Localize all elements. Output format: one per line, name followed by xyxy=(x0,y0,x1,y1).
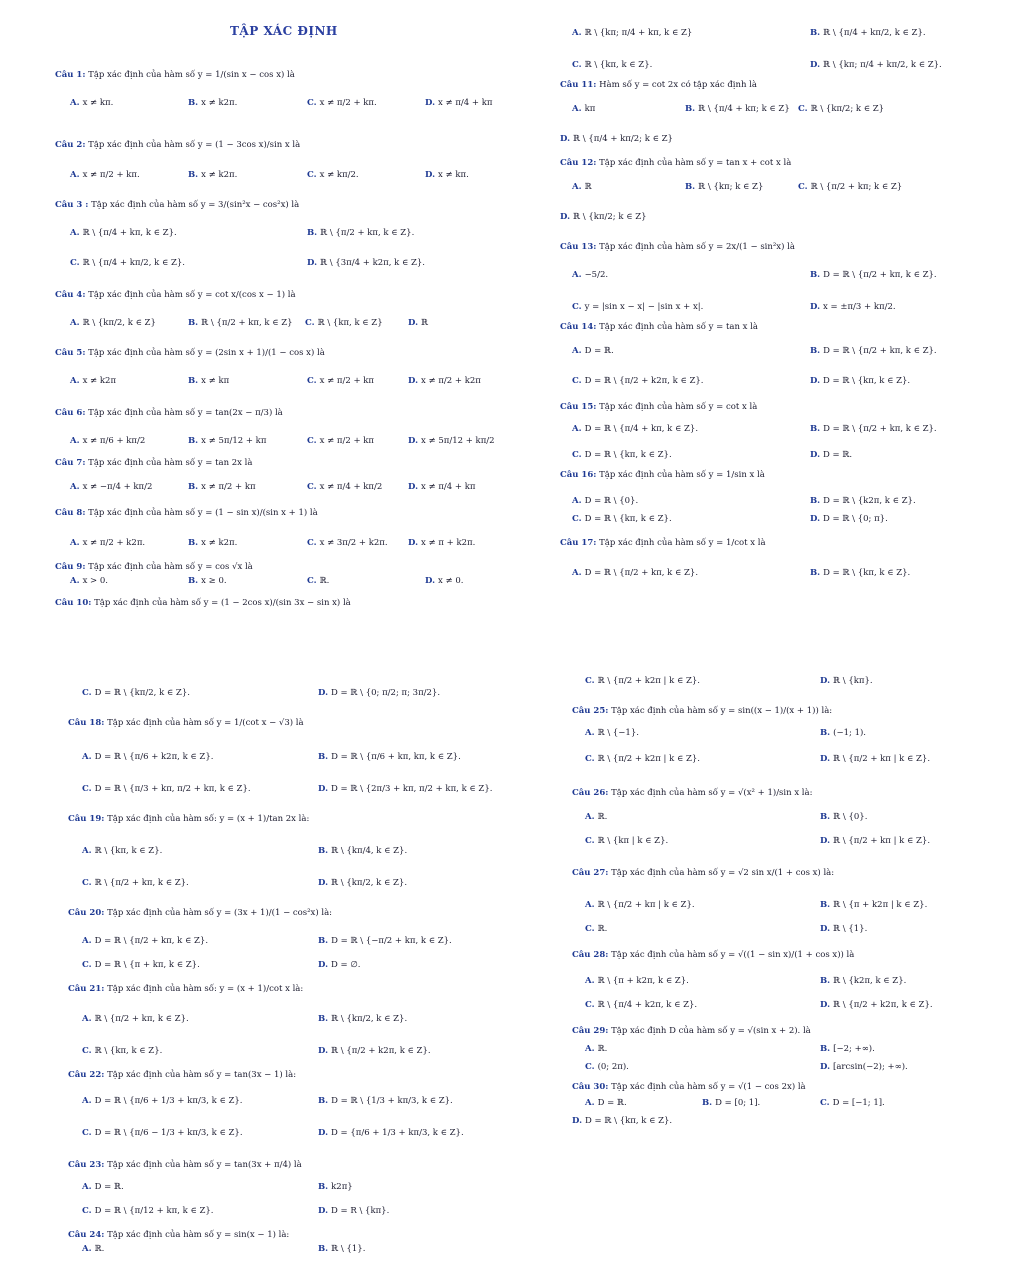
question-27: Câu 27: Tập xác định của hàm số y = √2 sin x/(1 + cos x) là: xyxy=(572,868,835,878)
q20-option-a: A. D = ℝ \ {π/2 + kπ, k ∈ Z}. xyxy=(82,936,209,946)
q11-option-c: C. ℝ \ {kπ/2; k ∈ Z} xyxy=(798,104,885,114)
q8-option-a: A. x ≠ π/2 + k2π. xyxy=(70,538,146,548)
question-4: Câu 4: Tập xác định của hàm số y = cot x/(cos x − 1) là xyxy=(55,290,296,300)
q26-option-c: C. ℝ \ {kπ | k ∈ Z}. xyxy=(585,836,669,846)
q13-option-b: B. D = ℝ \ {π/2 + kπ, k ∈ Z}. xyxy=(810,270,937,280)
q25-option-d: D. ℝ \ {π/2 + kπ | k ∈ Z}. xyxy=(820,754,931,764)
q30-option-d: D. D = ℝ \ {kπ, k ∈ Z}. xyxy=(572,1116,673,1126)
question-7: Câu 7: Tập xác định của hàm số y = tan 2x là xyxy=(55,458,253,468)
q5-option-b: B. x ≠ kπ xyxy=(188,376,230,386)
q19-option-c: C. ℝ \ {π/2 + kπ, k ∈ Z}. xyxy=(82,878,189,888)
question-30: Câu 30: Tập xác định của hàm số y = √(1 − cos 2x) là xyxy=(572,1082,806,1092)
q12-option-b: B. ℝ \ {kπ; k ∈ Z} xyxy=(685,182,764,192)
q9-option-d: D. x ≠ 0. xyxy=(425,576,464,586)
q15-option-d: D. D = ℝ. xyxy=(810,450,853,460)
q21-option-c: C. ℝ \ {kπ, k ∈ Z}. xyxy=(82,1046,163,1056)
q10-option-b: B. ℝ \ {π/4 + kπ/2, k ∈ Z}. xyxy=(810,28,926,38)
q23-option-b: B. k2π} xyxy=(318,1182,353,1192)
q9-option-c: C. ℝ. xyxy=(307,576,330,586)
q12-option-d: D. ℝ \ {kπ/2; k ∈ Z} xyxy=(560,212,647,222)
q22-option-b: B. D = ℝ \ {1/3 + kπ/3, k ∈ Z}. xyxy=(318,1096,453,1106)
page-title: TẬP XÁC ĐỊNH xyxy=(230,24,338,38)
q2-option-b: B. x ≠ k2π. xyxy=(188,170,238,180)
question-8: Câu 8: Tập xác định của hàm số y = (1 − sin x)/(sin x + 1) là xyxy=(55,508,318,518)
q14-option-d: D. D = ℝ \ {kπ, k ∈ Z}. xyxy=(810,376,911,386)
q17-option-a: A. D = ℝ \ {π/2 + kπ, k ∈ Z}. xyxy=(572,568,699,578)
q27-option-d: D. ℝ \ {1}. xyxy=(820,924,868,934)
q25-option-c: C. ℝ \ {π/2 + k2π | k ∈ Z}. xyxy=(585,754,700,764)
q26-option-a: A. ℝ. xyxy=(585,812,608,822)
q16-option-a: A. D = ℝ \ {0}. xyxy=(572,496,639,506)
q11-option-b: B. ℝ \ {π/4 + kπ; k ∈ Z} xyxy=(685,104,790,114)
q13-option-c: C. y = |sin x − x| − |sin x + x|. xyxy=(572,302,704,312)
q17-option-d: D. D = ℝ \ {0; π/2; π; 3π/2}. xyxy=(318,688,441,698)
q15-option-b: B. D = ℝ \ {π/2 + kπ, k ∈ Z}. xyxy=(810,424,937,434)
q14-option-a: A. D = ℝ. xyxy=(572,346,614,356)
q6-option-d: D. x ≠ 5π/12 + kπ/2 xyxy=(408,436,495,446)
q11-option-a: A. kπ xyxy=(572,104,596,114)
q24-option-c: C. ℝ \ {π/2 + k2π | k ∈ Z}. xyxy=(585,676,700,686)
q6-option-a: A. x ≠ π/6 + kπ/2 xyxy=(70,436,146,446)
q24-option-b: B. ℝ \ {1}. xyxy=(318,1244,366,1254)
q7-option-b: B. x ≠ π/2 + kπ xyxy=(188,482,256,492)
question-29: Câu 29: Tập xác định D của hàm số y = √(sin x + 2). là xyxy=(572,1026,811,1036)
q30-option-a: A. D = ℝ. xyxy=(585,1098,627,1108)
q20-option-b: B. D = ℝ \ {−π/2 + kπ, k ∈ Z}. xyxy=(318,936,452,946)
q17-option-b: B. D = ℝ \ {kπ, k ∈ Z}. xyxy=(810,568,911,578)
q29-option-a: A. ℝ. xyxy=(585,1044,608,1054)
q27-option-a: A. ℝ \ {π/2 + kπ | k ∈ Z}. xyxy=(585,900,695,910)
question-14: Câu 14: Tập xác định của hàm số y = tan x là xyxy=(560,322,758,332)
q5-option-d: D. x ≠ π/2 + k2π xyxy=(408,376,481,386)
question-24: Câu 24: Tập xác định của hàm số y = sin(x − 1) là: xyxy=(68,1230,290,1240)
q27-option-c: C. ℝ. xyxy=(585,924,608,934)
question-9: Câu 9: Tập xác định của hàm số y = cos √x là xyxy=(55,562,253,572)
q3-option-c: C. ℝ \ {π/4 + kπ/2, k ∈ Z}. xyxy=(70,258,185,268)
question-5: Câu 5: Tập xác định của hàm số y = (2sin x + 1)/(1 − cos x) là xyxy=(55,348,325,358)
question-18: Câu 18: Tập xác định của hàm số y = 1/(cot x − √3) là xyxy=(68,718,304,728)
q28-option-c: C. ℝ \ {π/4 + k2π, k ∈ Z}. xyxy=(585,1000,698,1010)
q23-option-a: A. D = ℝ. xyxy=(82,1182,124,1192)
q16-option-b: B. D = ℝ \ {k2π, k ∈ Z}. xyxy=(810,496,916,506)
q25-option-b: B. (−1; 1). xyxy=(820,728,866,738)
q8-option-d: D. x ≠ π + k2π. xyxy=(408,538,476,548)
question-26: Câu 26: Tập xác định của hàm số y = √(x² + 1)/sin x là: xyxy=(572,788,813,798)
q28-option-d: D. ℝ \ {π/2 + k2π, k ∈ Z}. xyxy=(820,1000,933,1010)
q1-option-b: B. x ≠ k2π. xyxy=(188,98,238,108)
q8-option-b: B. x ≠ k2π. xyxy=(188,538,238,548)
q13-option-d: D. x = ±π/3 + kπ/2. xyxy=(810,302,896,312)
q24-option-d: D. ℝ \ {kπ}. xyxy=(820,676,873,686)
question-10: Câu 10: Tập xác định của hàm số y = (1 − 2cos x)/(sin 3x − sin x) là xyxy=(55,598,351,608)
q18-option-c: C. D = ℝ \ {π/3 + kπ, π/2 + kπ, k ∈ Z}. xyxy=(82,784,251,794)
q9-option-b: B. x ≥ 0. xyxy=(188,576,227,586)
q19-option-d: D. ℝ \ {kπ/2, k ∈ Z}. xyxy=(318,878,408,888)
q20-option-d: D. D = ∅. xyxy=(318,960,361,970)
q5-option-a: A. x ≠ k2π xyxy=(70,376,117,386)
q22-option-c: C. D = ℝ \ {π/6 − 1/3 + kπ/3, k ∈ Z}. xyxy=(82,1128,243,1138)
q21-option-b: B. ℝ \ {kπ/2, k ∈ Z}. xyxy=(318,1014,408,1024)
question-23: Câu 23: Tập xác định của hàm số y = tan(3x + π/4) là xyxy=(68,1160,302,1170)
question-6: Câu 6: Tập xác định của hàm số y = tan(2x − π/3) là xyxy=(55,408,283,418)
q29-option-c: C. (0; 2π). xyxy=(585,1062,629,1072)
question-19: Câu 19: Tập xác định của hàm số: y = (x + 1)/tan 2x là: xyxy=(68,814,310,824)
q7-option-a: A. x ≠ −π/4 + kπ/2 xyxy=(70,482,153,492)
q23-option-d: D. D = R \ {kπ}. xyxy=(318,1206,390,1216)
q18-option-a: A. D = ℝ \ {π/6 + k2π, k ∈ Z}. xyxy=(82,752,214,762)
q9-option-a: A. x > 0. xyxy=(70,576,108,586)
q28-option-a: A. ℝ \ {π + k2π, k ∈ Z}. xyxy=(585,976,689,986)
q7-option-d: D. x ≠ π/4 + kπ xyxy=(408,482,476,492)
question-11: Câu 11: Hàm số y = cot 2x có tập xác định là xyxy=(560,80,757,90)
q11-option-d: D. ℝ \ {π/4 + kπ/2; k ∈ Z} xyxy=(560,134,673,144)
question-2: Câu 2: Tập xác định của hàm số y = (1 − 3cos x)/sin x là xyxy=(55,140,301,150)
q24-option-a: A. ℝ. xyxy=(82,1244,105,1254)
q10-option-a: A. ℝ \ {kπ; π/4 + kπ, k ∈ Z} xyxy=(572,28,693,38)
question-1: Câu 1: Tập xác định của hàm số y = 1/(sin x − cos x) là xyxy=(55,70,295,80)
question-25: Câu 25: Tập xác định của hàm số y = sin((x − 1)/(x + 1)) là: xyxy=(572,706,833,716)
q1-option-a: A. x ≠ kπ. xyxy=(70,98,114,108)
q18-option-b: B. D = ℝ \ {π/6 + kπ, kπ, k ∈ Z}. xyxy=(318,752,461,762)
q22-option-d: D. D = {π/6 + 1/3 + kπ/3, k ∈ Z}. xyxy=(318,1128,464,1138)
q15-option-a: A. D = ℝ \ {π/4 + kπ, k ∈ Z}. xyxy=(572,424,699,434)
q15-option-c: C. D = ℝ \ {kπ, k ∈ Z}. xyxy=(572,450,672,460)
q26-option-d: D. ℝ \ {π/2 + kπ | k ∈ Z}. xyxy=(820,836,931,846)
q10-option-d: D. ℝ \ {kπ; π/4 + kπ/2, k ∈ Z}. xyxy=(810,60,942,70)
q30-option-b: B. D = [0; 1]. xyxy=(702,1098,761,1108)
q25-option-a: A. ℝ \ {−1}. xyxy=(585,728,639,738)
q6-option-b: B. x ≠ 5π/12 + kπ xyxy=(188,436,267,446)
q26-option-b: B. ℝ \ {0}. xyxy=(820,812,868,822)
q17-option-c: C. D = ℝ \ {kπ/2, k ∈ Z}. xyxy=(82,688,190,698)
question-20: Câu 20: Tập xác định của hàm số y = (3x + 1)/(1 − cos²x) là: xyxy=(68,908,332,918)
question-21: Câu 21: Tập xác định của hàm số: y = (x + 1)/cot x là: xyxy=(68,984,304,994)
q4-option-a: A. ℝ \ {kπ/2, k ∈ Z} xyxy=(70,318,156,328)
q16-option-d: D. D = ℝ \ {0; π}. xyxy=(810,514,888,524)
question-12: Câu 12: Tập xác định của hàm số y = tan x + cot x là xyxy=(560,158,792,168)
q1-option-d: D. x ≠ π/4 + kπ xyxy=(425,98,493,108)
question-16: Câu 16: Tập xác định của hàm số y = 1/sin x là xyxy=(560,470,765,480)
q29-option-d: D. [arcsin(−2); +∞). xyxy=(820,1062,908,1072)
q2-option-d: D. x ≠ kπ. xyxy=(425,170,469,180)
question-15: Câu 15: Tập xác định của hàm số y = cot x là xyxy=(560,402,758,412)
q1-option-c: C. x ≠ π/2 + kπ. xyxy=(307,98,377,108)
q2-option-c: C. x ≠ kπ/2. xyxy=(307,170,359,180)
q3-option-a: A. ℝ \ {π/4 + kπ, k ∈ Z}. xyxy=(70,228,177,238)
q4-option-c: C. ℝ \ {kπ, k ∈ Z} xyxy=(305,318,383,328)
q29-option-b: B. [−2; +∞). xyxy=(820,1044,875,1054)
q8-option-c: C. x ≠ 3π/2 + k2π. xyxy=(307,538,388,548)
question-28: Câu 28: Tập xác định của hàm số y = √((1 − sin x)/(1 + cos x)) là xyxy=(572,950,855,960)
question-22: Câu 22: Tập xác định của hàm số y = tan(3x − 1) là: xyxy=(68,1070,297,1080)
q14-option-b: B. D = ℝ \ {π/2 + kπ, k ∈ Z}. xyxy=(810,346,937,356)
q12-option-c: C. ℝ \ {π/2 + kπ; k ∈ Z} xyxy=(798,182,903,192)
q13-option-a: A. −5/2. xyxy=(572,270,609,280)
q28-option-b: B. ℝ \ {k2π, k ∈ Z}. xyxy=(820,976,907,986)
q21-option-a: A. ℝ \ {π/2 + kπ, k ∈ Z}. xyxy=(82,1014,189,1024)
question-3: Câu 3 : Tập xác định của hàm số y = 3/(sin²x − cos²x) là xyxy=(55,200,300,210)
q5-option-c: C. x ≠ π/2 + kπ xyxy=(307,376,375,386)
q30-option-c: C. D = [−1; 1]. xyxy=(820,1098,885,1108)
question-13: Câu 13: Tập xác định của hàm số y = 2x/(1 − sin²x) là xyxy=(560,242,795,252)
q20-option-c: C. D = ℝ \ {π + kπ, k ∈ Z}. xyxy=(82,960,200,970)
q16-option-c: C. D = ℝ \ {kπ, k ∈ Z}. xyxy=(572,514,672,524)
q23-option-c: C. D = ℝ \ {π/12 + kπ, k ∈ Z}. xyxy=(82,1206,214,1216)
q21-option-d: D. ℝ \ {π/2 + k2π, k ∈ Z}. xyxy=(318,1046,431,1056)
q2-option-a: A. x ≠ π/2 + kπ. xyxy=(70,170,140,180)
q4-option-d: D. ℝ xyxy=(408,318,429,328)
q14-option-c: C. D = ℝ \ {π/2 + k2π, k ∈ Z}. xyxy=(572,376,704,386)
q19-option-b: B. ℝ \ {kπ/4, k ∈ Z}. xyxy=(318,846,408,856)
q18-option-d: D. D = ℝ \ {2π/3 + kπ, π/2 + kπ, k ∈ Z}. xyxy=(318,784,493,794)
q4-option-b: B. ℝ \ {π/2 + kπ, k ∈ Z} xyxy=(188,318,293,328)
q10-option-c: C. ℝ \ {kπ, k ∈ Z}. xyxy=(572,60,653,70)
q6-option-c: C. x ≠ π/2 + kπ xyxy=(307,436,375,446)
q3-option-d: D. ℝ \ {3π/4 + k2π, k ∈ Z}. xyxy=(307,258,425,268)
q7-option-c: C. x ≠ π/4 + kπ/2 xyxy=(307,482,383,492)
q19-option-a: A. ℝ \ {kπ, k ∈ Z}. xyxy=(82,846,163,856)
question-17: Câu 17: Tập xác định của hàm số y = 1/cot x là xyxy=(560,538,766,548)
q27-option-b: B. ℝ \ {π + k2π | k ∈ Z}. xyxy=(820,900,928,910)
q12-option-a: A. ℝ xyxy=(572,182,592,192)
q22-option-a: A. D = ℝ \ {π/6 + 1/3 + kπ/3, k ∈ Z}. xyxy=(82,1096,243,1106)
q3-option-b: B. ℝ \ {π/2 + kπ, k ∈ Z}. xyxy=(307,228,415,238)
